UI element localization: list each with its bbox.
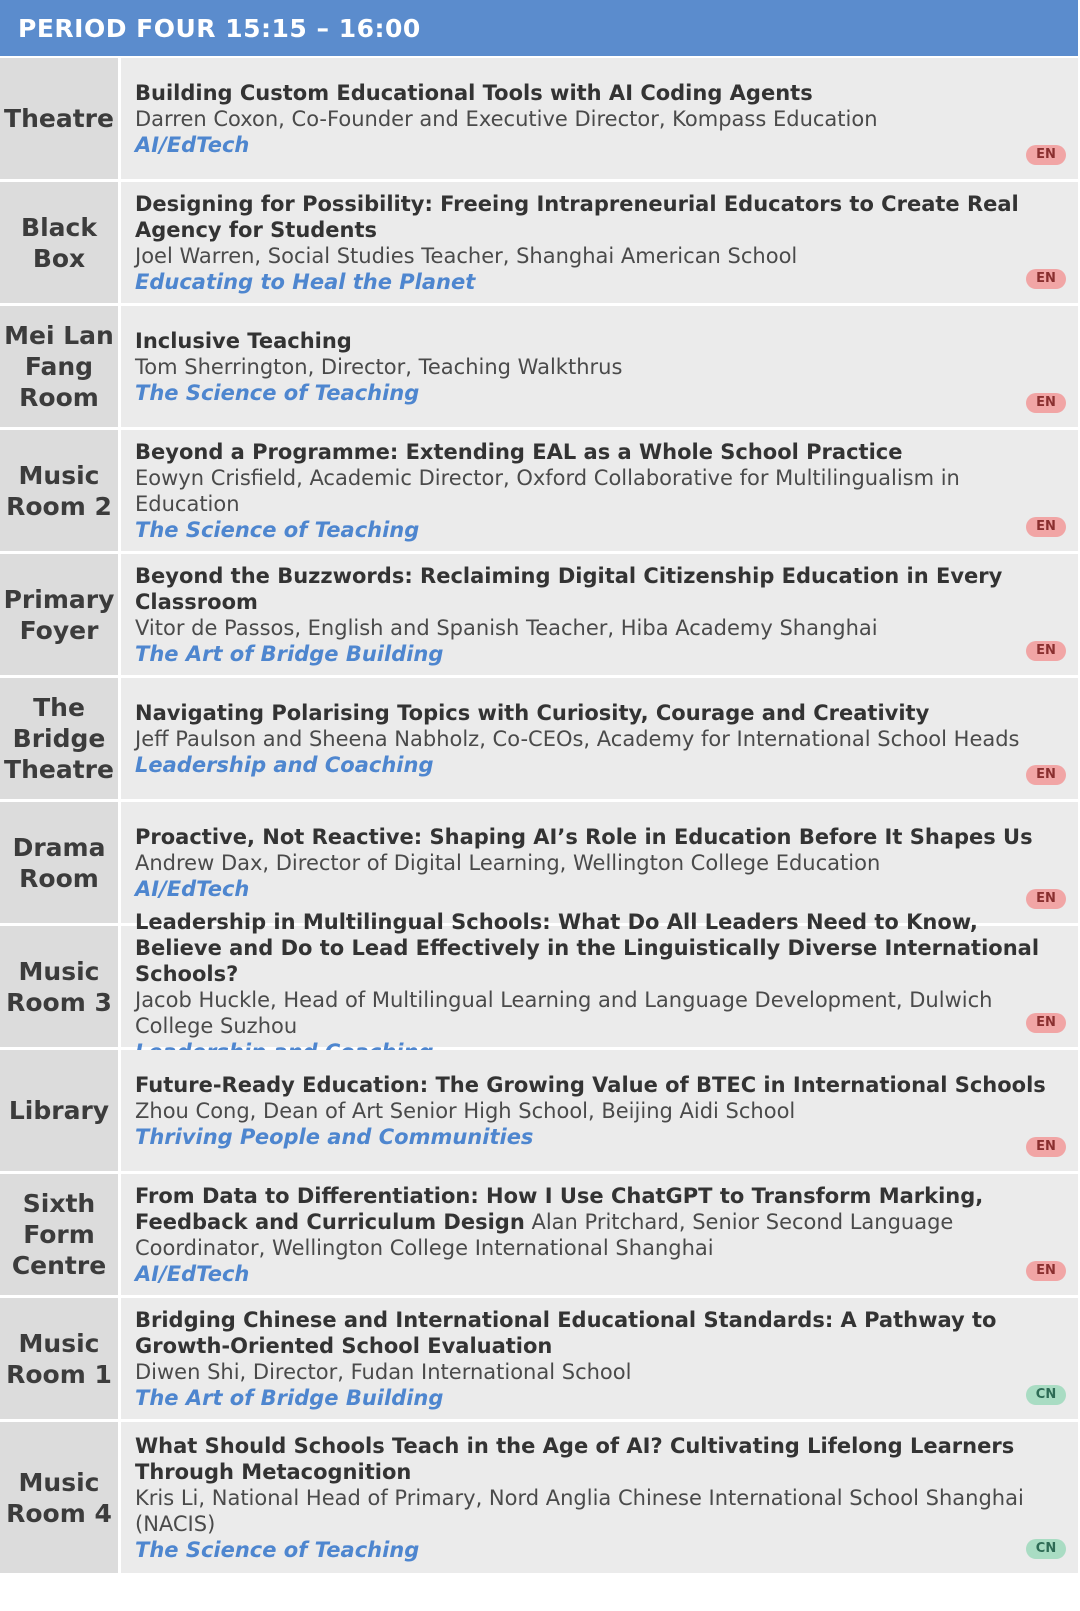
session-details bbox=[121, 306, 1078, 427]
session-details bbox=[121, 909, 1078, 1047]
room-name: Library bbox=[0, 1050, 121, 1171]
session-speaker: Alan Pritchard, Senior Second Language Coordinator, Wellington College International Shanghai bbox=[135, 1209, 954, 1260]
language-badge: EN bbox=[1026, 393, 1066, 413]
session-speaker: Darren Coxon, Co-Founder and Executive Director, Kompass Education bbox=[135, 106, 878, 131]
session-row bbox=[0, 678, 1078, 802]
session-details bbox=[121, 554, 1078, 675]
session-title: Beyond a Programme: Extending EAL as a Whole School Practice bbox=[135, 439, 903, 464]
session-row bbox=[0, 554, 1078, 678]
session-track: AI/EdTech bbox=[135, 876, 250, 901]
session-speaker: Kris Li, National Head of Primary, Nord Anglia Chinese International School Shanghai (NACIS) bbox=[135, 1485, 1024, 1536]
session-row bbox=[0, 1174, 1078, 1298]
room-name: Music Room 4 bbox=[0, 1422, 121, 1573]
session-details bbox=[121, 1174, 1078, 1295]
language-badge: CN bbox=[1026, 1385, 1066, 1405]
room-name: Sixth Form Centre bbox=[0, 1174, 121, 1295]
session-details bbox=[121, 1298, 1078, 1419]
room-name: Music Room 1 bbox=[0, 1298, 121, 1419]
session-title: Designing for Possibility: Freeing Intrapreneurial Educators to Create Real Agency for Students bbox=[135, 191, 1019, 242]
session-speaker: Eowyn Crisfield, Academic Director, Oxford Collaborative for Multilingualism in Education bbox=[135, 465, 960, 516]
session-title: Bridging Chinese and International Educational Standards: A Pathway to Growth-Oriented School Evaluation bbox=[135, 1307, 997, 1358]
session-track: The Science of Teaching bbox=[135, 517, 420, 542]
period-header bbox=[0, 0, 1078, 56]
session-track: The Science of Teaching bbox=[135, 380, 420, 405]
session-track: The Science of Teaching bbox=[135, 1537, 420, 1562]
session-track: The Art of Bridge Building bbox=[135, 641, 444, 666]
session-row bbox=[0, 430, 1078, 554]
session-track: Leadership and Coaching bbox=[135, 752, 434, 777]
session-title: Future-Ready Education: The Growing Value of BTEC in International Schools bbox=[135, 1072, 1046, 1097]
room-name: Drama Room bbox=[0, 802, 121, 923]
language-badge: EN bbox=[1026, 641, 1066, 661]
session-speaker: Tom Sherrington, Director, Teaching Walkthrus bbox=[135, 354, 623, 379]
session-details bbox=[121, 1050, 1078, 1171]
session-track: Thriving People and Communities bbox=[135, 1124, 534, 1149]
session-title: From Data to Differentiation: How I Use ChatGPT to Transform Marking, Feedback and Curriculum Design bbox=[135, 1183, 984, 1234]
session-track: Educating to Heal the Planet bbox=[135, 269, 476, 294]
session-list bbox=[0, 58, 1078, 1576]
session-row bbox=[0, 182, 1078, 306]
session-speaker: Jacob Huckle, Head of Multilingual Learning and Language Development, Dulwich College Suzhou bbox=[135, 987, 993, 1038]
language-badge: EN bbox=[1026, 765, 1066, 785]
session-speaker: Zhou Cong, Dean of Art Senior High School, Beijing Aidi School bbox=[135, 1098, 796, 1123]
session-row bbox=[0, 909, 1078, 1050]
room-name: Primary Foyer bbox=[0, 554, 121, 675]
session-row bbox=[0, 802, 1078, 926]
language-badge: EN bbox=[1026, 1013, 1066, 1033]
language-badge: EN bbox=[1026, 145, 1066, 165]
session-title: Beyond the Buzzwords: Reclaiming Digital Citizenship Education in Every Classroom bbox=[135, 563, 1003, 614]
session-speaker: Andrew Dax, Director of Digital Learning, Wellington College Education bbox=[135, 850, 881, 875]
session-row bbox=[0, 1050, 1078, 1174]
room-name: Theatre bbox=[0, 58, 121, 179]
room-name: Mei Lan Fang Room bbox=[0, 306, 121, 427]
language-badge: EN bbox=[1026, 269, 1066, 289]
session-row bbox=[0, 1298, 1078, 1422]
language-badge: EN bbox=[1026, 1261, 1066, 1281]
language-badge: EN bbox=[1026, 517, 1066, 537]
session-title: Building Custom Educational Tools with AI Coding Agents bbox=[135, 80, 813, 105]
session-row bbox=[0, 306, 1078, 430]
session-details bbox=[121, 58, 1078, 179]
session-details bbox=[121, 678, 1078, 799]
session-details bbox=[121, 802, 1078, 923]
session-title: Inclusive Teaching bbox=[135, 328, 352, 353]
language-badge: EN bbox=[1026, 1137, 1066, 1157]
session-title: Leadership in Multilingual Schools: What Do All Leaders Need to Know, Believe and Do to Lead Effectively in the Linguistically Diverse International Schools? bbox=[135, 909, 1040, 986]
session-row bbox=[0, 58, 1078, 182]
language-badge: CN bbox=[1026, 1539, 1066, 1559]
session-details bbox=[121, 430, 1078, 551]
session-details bbox=[121, 1422, 1078, 1573]
period-title: PERIOD FOUR 15:15 – 16:00 bbox=[18, 13, 421, 43]
session-speaker: Jeff Paulson and Sheena Nabholz, Co-CEOs, Academy for International School Heads bbox=[135, 726, 1020, 751]
session-title: Proactive, Not Reactive: Shaping AI’s Role in Education Before It Shapes Us bbox=[135, 824, 1033, 849]
session-track: AI/EdTech bbox=[135, 132, 250, 157]
room-name: Black Box bbox=[0, 182, 121, 303]
session-title: What Should Schools Teach in the Age of AI? Cultivating Lifelong Learners Through Metacognition bbox=[135, 1433, 1015, 1484]
session-title: Navigating Polarising Topics with Curiosity, Courage and Creativity bbox=[135, 700, 930, 725]
session-speaker: Diwen Shi, Director, Fudan International School bbox=[135, 1359, 632, 1384]
session-row bbox=[0, 1422, 1078, 1576]
session-title-speaker bbox=[135, 1183, 1050, 1261]
room-name: The Bridge Theatre bbox=[0, 678, 121, 799]
language-badge: EN bbox=[1026, 889, 1066, 909]
session-details bbox=[121, 182, 1078, 303]
room-name: Music Room 2 bbox=[0, 430, 121, 551]
session-speaker: Joel Warren, Social Studies Teacher, Shanghai American School bbox=[135, 243, 798, 268]
room-name: Music Room 3 bbox=[0, 926, 121, 1047]
session-track: AI/EdTech bbox=[135, 1261, 250, 1286]
session-track: The Art of Bridge Building bbox=[135, 1385, 444, 1410]
session-speaker: Vitor de Passos, English and Spanish Teacher, Hiba Academy Shanghai bbox=[135, 615, 878, 640]
